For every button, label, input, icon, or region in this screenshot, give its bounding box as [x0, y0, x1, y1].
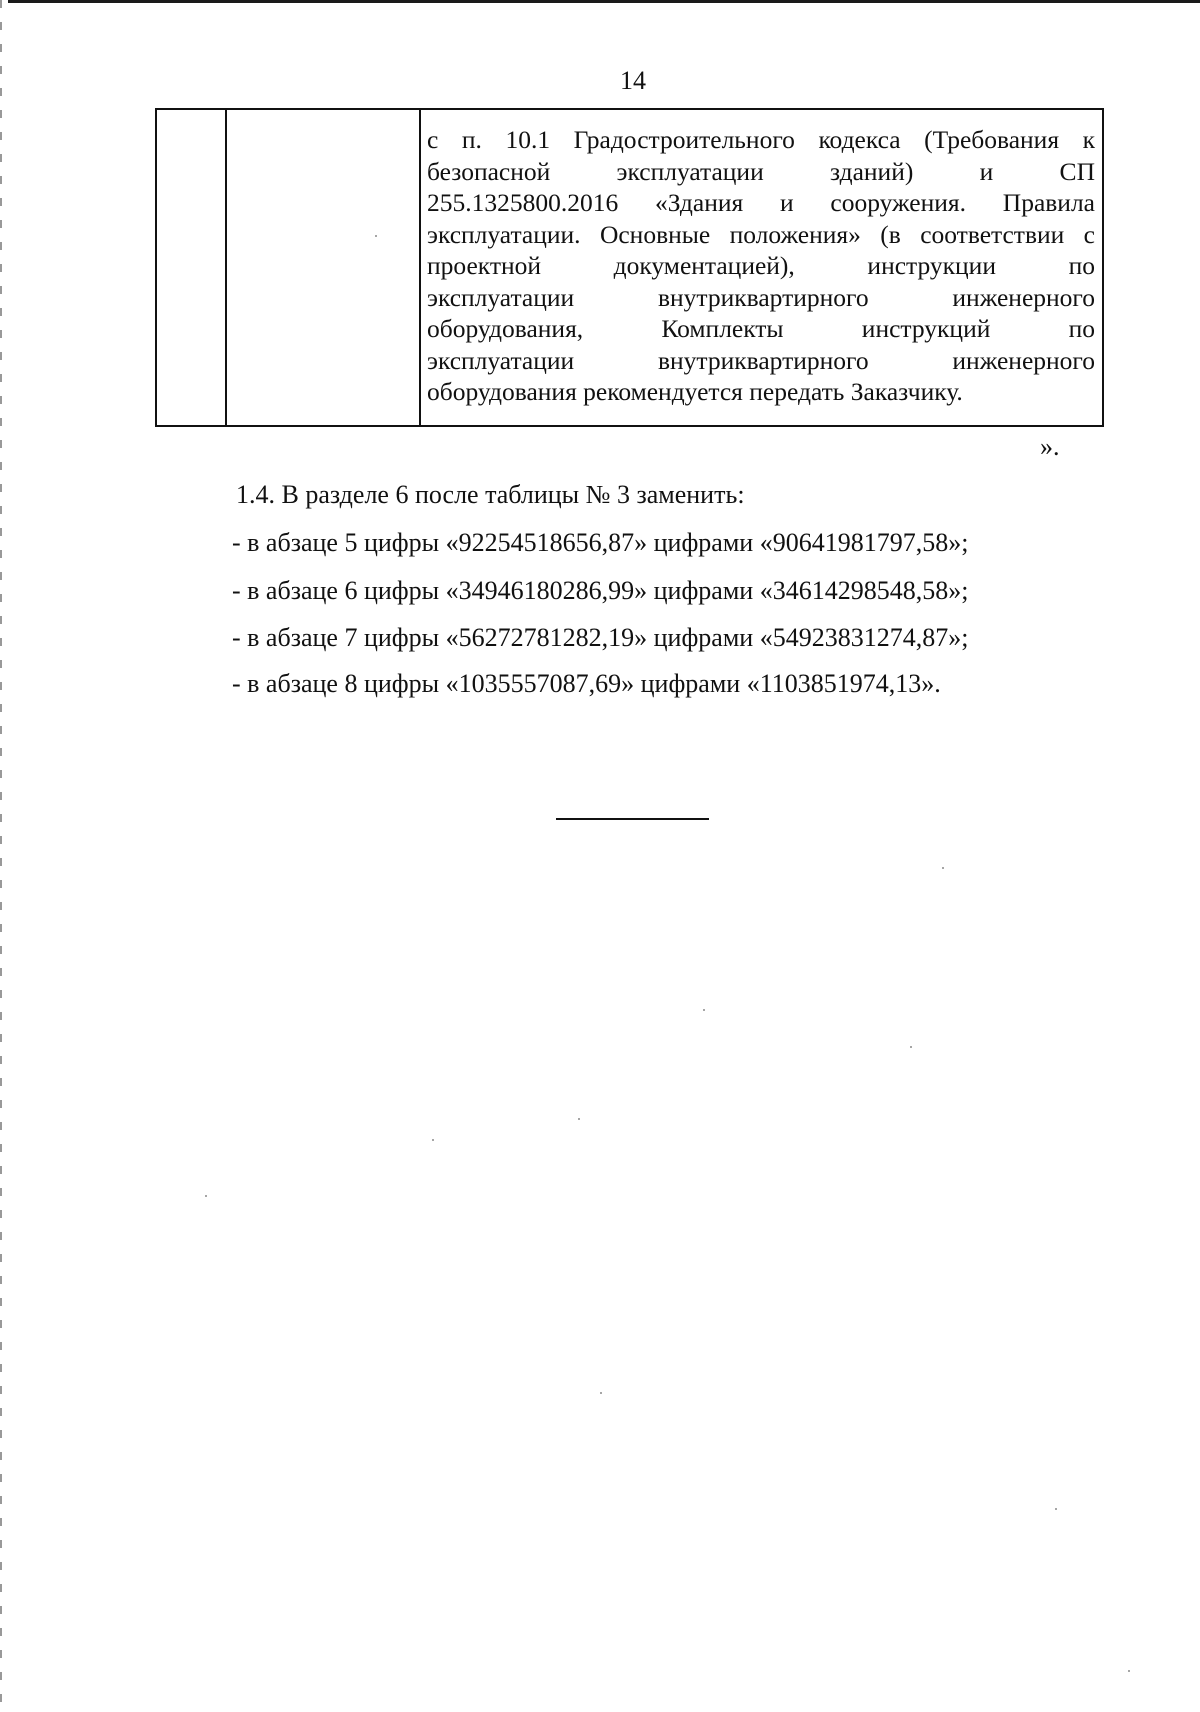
table-column-divider	[225, 110, 227, 425]
scan-speck	[703, 1009, 705, 1011]
scan-speck	[942, 867, 944, 869]
scan-speck	[1055, 1508, 1057, 1510]
page-number: 14	[620, 66, 646, 95]
scan-speck	[578, 1118, 580, 1120]
closing-quote: ».	[1040, 432, 1060, 461]
end-of-document-rule	[556, 818, 709, 820]
scan-speck	[432, 1139, 434, 1141]
table-cell-text	[427, 124, 1095, 408]
replacement-item: - в абзаце 5 цифры «92254518656,87» цифрами «90641981797,58»;	[232, 528, 969, 557]
scan-top-edge	[8, 0, 1200, 3]
table-cell-line: оборудования рекомендуется передать Заказчику.	[427, 377, 963, 406]
scan-speck	[600, 1392, 602, 1394]
table-column-divider	[419, 110, 421, 425]
scan-speck	[375, 235, 377, 237]
table-cell-line: безопасной эксплуатации зданий) и СП	[427, 156, 1095, 186]
table-cell-line: с п. 10.1 Градостроительного кодекса (Требования к	[427, 125, 1095, 154]
section-heading: 1.4. В разделе 6 после таблицы № 3 заменить:	[236, 480, 745, 509]
table-cell-line: эксплуатации. Основные положения» (в соответствии с	[427, 219, 1095, 249]
table-cell-line: оборудования, Комплекты инструкций по	[427, 314, 1095, 343]
scan-speck	[205, 1195, 207, 1197]
replacement-item: - в абзаце 6 цифры «34946180286,99» цифрами «34614298548,58»;	[232, 576, 969, 605]
scan-speck	[1128, 1670, 1130, 1672]
table-cell-line: эксплуатации внутриквартирного инженерного	[427, 282, 1095, 312]
replacement-item: - в абзаце 7 цифры «56272781282,19» цифрами «54923831274,87»;	[232, 623, 969, 652]
table-cell-line: 255.1325800.2016 «Здания и сооружения. Правила	[427, 188, 1095, 217]
replacement-item: - в абзаце 8 цифры «1035557087,69» цифрами «1103851974,13».	[232, 669, 941, 698]
table-cell-line: эксплуатации внутриквартирного инженерного	[427, 345, 1095, 375]
scan-speck	[910, 1046, 912, 1048]
continued-table	[155, 108, 1104, 427]
table-cell-line: проектной документацией), инструкции по	[427, 251, 1095, 280]
scan-left-edge	[0, 0, 2, 1712]
